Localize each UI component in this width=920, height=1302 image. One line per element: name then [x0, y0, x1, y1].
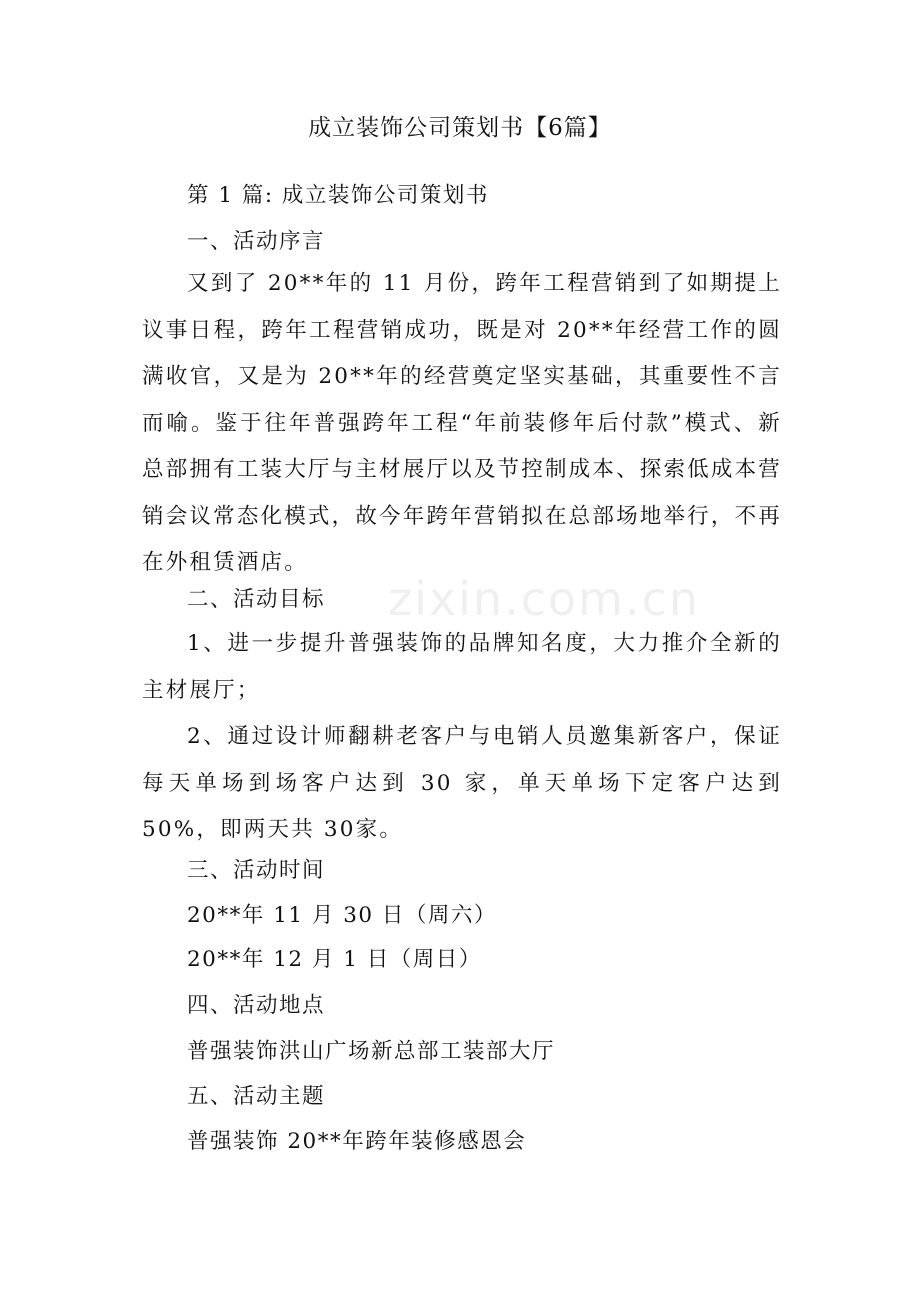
document-title: 成立装饰公司策划书【6篇】: [308, 115, 612, 141]
section-heading-goals: 二、活动目标: [187, 587, 326, 612]
chapter-heading: 第 1 篇: 成立装饰公司策划书: [187, 183, 489, 208]
event-date-line: 20**年 12 月 1 日（周日）: [187, 947, 482, 972]
goal-item: 2、通过设计师翻耕老客户与电销人员邀集新客户，保证每天单场到场客户达到 30 家，单天单场下定客户达到 50%，即两天共 30家。: [142, 724, 782, 842]
section-heading-time: 三、活动时间: [187, 858, 326, 883]
theme-line: 普强装饰 20**年跨年装修感恩会: [187, 1129, 527, 1154]
goal-item: 1、进一步提升普强装饰的品牌知名度，大力推介全新的主材展厅；: [142, 631, 782, 703]
section-heading-theme: 五、活动主题: [187, 1084, 326, 1109]
venue-line: 普强装饰洪山广场新总部工装部大厅: [187, 1039, 556, 1064]
section-heading-venue: 四、活动地点: [187, 993, 326, 1018]
site-watermark: zixin.com.cn: [388, 572, 701, 626]
preface-paragraph: 又到了 20**年的 11 月份，跨年工程营销到了如期提上议事日程，跨年工程营销成功，既是对 20**年经营工作的圆满收官，又是为 20**年的经营奠定坚实基础，其重要性不言而喻。鉴于往年普强跨年工程“年前装修年后付款”模式、新总部拥有工装大厅与主材展厅以及节控制成本、探索低成本营销会议常态化模式，故今年跨年营销拟在总部场地举行，不再在外租赁酒店。: [142, 271, 782, 575]
event-date-line: 20**年 11 月 30 日（周六）: [187, 903, 497, 928]
section-heading-preface: 一、活动序言: [187, 229, 326, 254]
